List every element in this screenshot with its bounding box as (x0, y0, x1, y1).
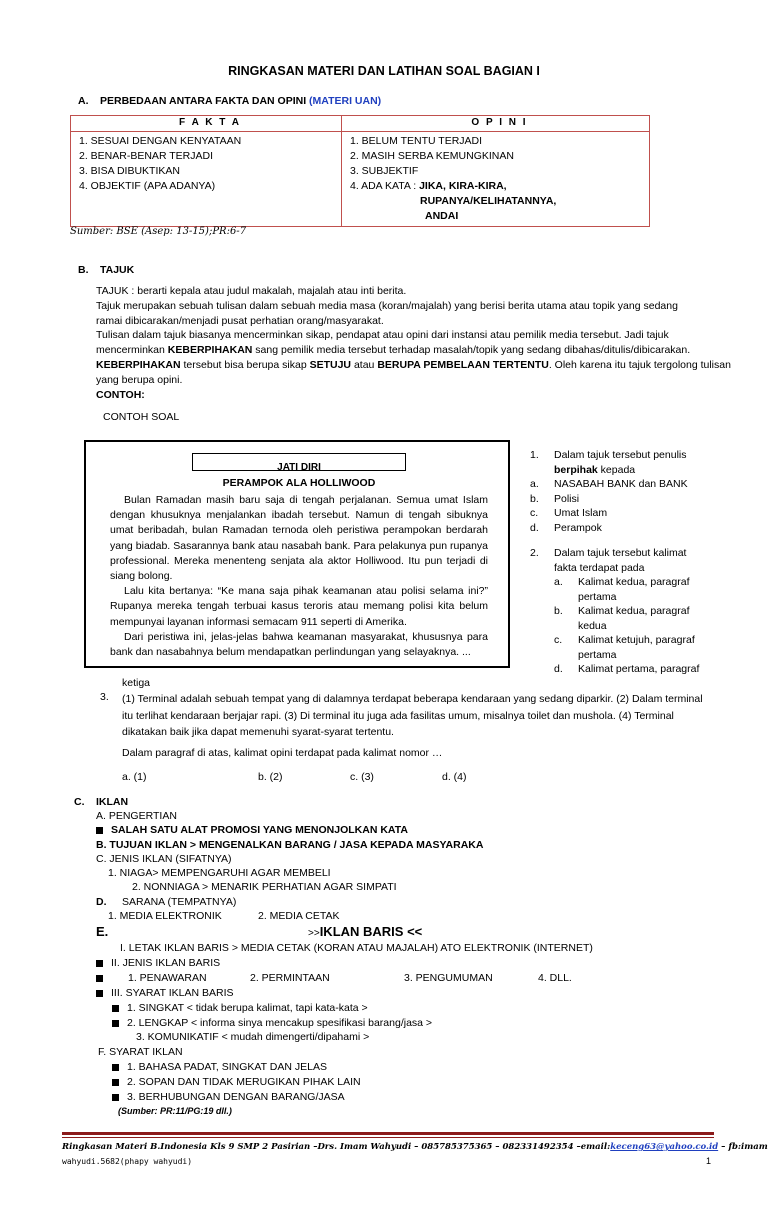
sumber-note: (Sumber: PR:11/PG:19 dll.) (118, 1106, 232, 1116)
text-span: KEBERPIHAKAN (96, 358, 181, 371)
syarat-baris-item (96, 987, 234, 999)
q2-num: 2. (530, 547, 539, 559)
text-span: BERUPA PEMBELAAN TERTENTU (377, 358, 549, 371)
tajuk-line (96, 358, 731, 373)
q3-line: itu terlihat kendaraan berjajar rapi. (3) Di terminal itu juga ada fasilitas umum, misalnya toilet dan mushola. (4) Terminal (122, 709, 674, 722)
option-letter: c. (554, 634, 563, 646)
section-c-letter: C. (74, 796, 85, 808)
section-c-heading: IKLAN (96, 796, 129, 808)
fakta-item: 4. OBJEKTIF (APA ADANYA) (79, 180, 216, 192)
option-letter: d. (530, 521, 539, 534)
section-b-letter: B. (78, 264, 89, 276)
q3-text (122, 691, 703, 741)
pengertian-bullet (96, 824, 408, 836)
text-span: tersebut bisa berupa sikap (180, 358, 310, 371)
article-title: PERAMPOK ALA HOLLIWOOD (222, 477, 376, 489)
jati-diri-box (192, 453, 406, 471)
section-b-heading: TAJUK (100, 264, 135, 276)
option-text: Umat Islam (554, 507, 608, 519)
footer-rule (62, 1132, 714, 1135)
jenis-baris-list (96, 972, 111, 984)
tujuan-label: B. TUJUAN IKLAN > MENGENALKAN BARANG / JASA KEPADA MASYARAKA (96, 839, 484, 851)
q2-option (530, 633, 699, 648)
q2-option (530, 662, 699, 677)
q3-num: 3. (100, 691, 109, 703)
footer-fb: – fb:imam (718, 1142, 768, 1152)
q2-stem: Dalam tajuk tersebut kalimat (554, 547, 687, 559)
q1-option (530, 506, 688, 521)
iklan-baris-title: IKLAN BARIS << (319, 924, 423, 939)
d-letter: D. (96, 896, 107, 908)
opini-item: 3. SUBJEKTIF (350, 165, 419, 177)
question-1 (530, 448, 688, 535)
option-letter: a. (530, 478, 539, 490)
tajuk-line: TAJUK : berarti kepala atau judul makalah, majalah atau inti berita. (96, 285, 407, 297)
syarat-item (112, 1017, 432, 1029)
syarat-item: 3. KOMUNIKATIF < mudah dimengerti/dipahami > (136, 1031, 370, 1043)
q3-option: b. (2) (258, 771, 283, 783)
syarat-iklan-item (112, 1061, 327, 1073)
bullet-text: 2. LENGKAP < informa sinya mencakup spesifikasi barang/jasa > (127, 1017, 433, 1029)
footer-credit: Ringkasan Materi B.Indonesia Kls 9 SMP 2 Pasirian –Drs. Imam Wahyudi – 085785375365 – 082331492354 –email: (62, 1142, 611, 1152)
syarat-iklan-item (112, 1091, 345, 1103)
tajuk-line: Tulisan dalam tajuk biasanya mencerminkan sikap, pendapat atau opini dari instansi atau pemilik media tersebut. Jadi tajuk (96, 329, 669, 342)
article-body (110, 493, 488, 660)
email-link[interactable]: keceng63@yahoo.co.id (610, 1142, 719, 1152)
opini-word: ANDAI (425, 210, 459, 222)
option-letter: a. (554, 576, 563, 588)
q1-stem-bold: berpihak (554, 463, 598, 476)
q3-prompt: Dalam paragraf di atas, kalimat opini terdapat pada kalimat nomor … (122, 747, 443, 759)
option-text: Perampok (554, 521, 602, 534)
fakta-item: 1. SESUAI DENGAN KENYATAAN (79, 135, 242, 147)
contoh-soal-label: CONTOH SOAL (103, 411, 180, 423)
iklan-baris-heading (308, 924, 422, 939)
text-span: . Oleh karena itu tajuk tergolong tulisan (548, 358, 731, 371)
jati-diri-label: JATI DIRI (277, 462, 321, 470)
page-number: 1 (706, 1156, 712, 1166)
section-a-letter: A. (78, 95, 89, 107)
fakta-cell (71, 132, 342, 227)
tajuk-line (96, 343, 731, 358)
square-bullet-icon (112, 1064, 119, 1071)
q2-option (530, 575, 699, 590)
square-bullet-icon (96, 975, 103, 982)
sarana-label: SARANA (TEMPATNYA) (122, 896, 237, 908)
tajuk-line: yang berupa opini. (96, 373, 183, 386)
pengertian-label: A. PENGERTIAN (96, 810, 177, 822)
article-paragraph: Lalu kita bertanya: “Ke mana saja pihak keamanan atau polisi selama ini?” Rupanya mereka tengah terbuai kasus teroris atau memang polisi kita belum mempunyai layanan informasi semacam 911 seperti di Amerika. (110, 585, 488, 628)
question-2 (530, 546, 699, 677)
media-item: 1. MEDIA ELEKTRONIK (108, 910, 222, 922)
opini-header: O P I N I (342, 116, 650, 132)
nonniaga-item: 2. NONNIAGA > MENARIK PERHATIAN AGAR SIMPATI (132, 881, 397, 893)
syarat-iklan-item (112, 1076, 361, 1088)
q2-stem2: fakta terdapat pada (554, 561, 645, 574)
footer-text (62, 1142, 768, 1152)
opini-word: RUPANYA/KELIHATANNYA, (420, 195, 557, 207)
fakta-header: F A K T A (71, 116, 342, 132)
bullet-text: II. JENIS IKLAN BARIS (111, 957, 221, 969)
q1-stem-end: kepada (597, 463, 636, 476)
tajuk-line: Tajuk merupakan sebuah tulisan dalam sebuah media masa (koran/majalah) yang berisi berita utama atau topik yang sedang (96, 299, 678, 312)
page-title: RINGKASAN MATERI DAN LATIHAN SOAL BAGIAN I (228, 64, 540, 78)
q1-stem: Dalam tajuk tersebut penulis (554, 449, 687, 461)
text-span: SETUJU (309, 358, 352, 371)
text-span: atau (351, 358, 378, 371)
opini-cell (342, 132, 650, 227)
text-span: KEBERPIHAKAN (167, 344, 253, 357)
article-paragraph: Dari peristiwa ini, jelas-jelas bahwa keamanan masyarakat, khususnya para bank dan nasabahnya belum mendapatkan perlindungan yang selayaknya. ... (110, 630, 488, 659)
media-item: 2. MEDIA CETAK (258, 910, 340, 922)
opini-item: 2. MASIH SERBA KEMUNGKINAN (350, 150, 514, 162)
jenis-baris-item (96, 957, 220, 969)
square-bullet-icon (112, 1094, 119, 1101)
q3-line: (1) Terminal adalah sebuah tempat yang di dalamnya terdapat beberapa kendaraan yang sedang diparkir. (2) Dalam terminal (122, 693, 703, 705)
q1-option (530, 521, 688, 536)
q3-option: c. (3) (350, 771, 374, 783)
footer-line-2: wahyudi.5682(phapy wahyudi) (62, 1157, 193, 1166)
q1-num: 1. (530, 449, 539, 461)
text-span: mencerminkan (96, 344, 168, 357)
fakta-opini-table (70, 115, 650, 227)
letak-item: I. LETAK IKLAN BARIS > MEDIA CETAK (KORAN ATAU MAJALAH) ATO ELEKTRONIK (INTERNET) (120, 942, 593, 954)
option-text: Kalimat ketujuh, paragraf (578, 634, 695, 646)
tajuk-paragraph (96, 284, 731, 402)
bullet-text: 2. SOPAN DAN TIDAK MERUGIKAN PIHAK LAIN (127, 1076, 361, 1088)
opini-word: JIKA, KIRA-KIRA, (419, 180, 507, 192)
arrow-prefix: >> (308, 928, 320, 939)
option-text-cont: pertama (578, 590, 617, 603)
source-note: Sumber: BSE (Asep: 13-15);PR:6-7 (70, 226, 247, 237)
section-a-title: PERBEDAAN ANTARA FAKTA DAN OPINI (100, 95, 307, 107)
option-text: Polisi (554, 492, 580, 505)
footer-rule-thin (62, 1137, 714, 1138)
e-letter: E. (96, 924, 109, 939)
niaga-item: 1. NIAGA> MEMPENGARUHI AGAR MEMBELI (108, 867, 331, 879)
jenis-label: C. JENIS IKLAN (SIFATNYA) (96, 853, 232, 865)
option-letter: c. (530, 507, 539, 519)
opini-item-4 (350, 179, 649, 194)
fakta-item: 2. BENAR-BENAR TERJADI (79, 150, 214, 162)
jenis-baris-option: 3. PENGUMUMAN (404, 972, 493, 984)
option-text-cont: pertama (578, 648, 617, 661)
q1-option (530, 477, 688, 492)
bullet-text: 1. SINGKAT < tidak berupa kalimat, tapi kata-kata > (127, 1002, 368, 1014)
q3-line: dikatakan baik jika dapat memenuhi syarat-syarat tertentu. (122, 726, 394, 738)
square-bullet-icon (112, 1020, 119, 1027)
bullet-text: III. SYARAT IKLAN BARIS (111, 987, 234, 999)
opini-item-4-prefix: 4. ADA KATA : (350, 180, 420, 192)
option-letter: b. (554, 605, 563, 617)
option-text: Kalimat kedua, paragraf (578, 576, 690, 588)
option-text: Kalimat pertama, paragraf (578, 663, 700, 675)
jenis-baris-option: 2. PERMINTAAN (250, 972, 330, 984)
option-letter: d. (554, 663, 563, 675)
square-bullet-icon (112, 1005, 119, 1012)
syarat-iklan-label: F. SYARAT IKLAN (98, 1046, 183, 1058)
section-a-heading (100, 95, 381, 107)
square-bullet-icon (96, 960, 103, 967)
option-text: NASABAH BANK dan BANK (554, 478, 688, 490)
section-a-tag: (MATERI UAN) (309, 95, 382, 107)
option-text: Kalimat kedua, paragraf (578, 605, 690, 617)
option-letter: b. (530, 492, 539, 505)
contoh-label: CONTOH: (96, 388, 145, 401)
bullet-text: 3. BERHUBUNGAN DENGAN BARANG/JASA (127, 1091, 345, 1103)
jenis-baris-option: 1. PENAWARAN (128, 972, 207, 984)
syarat-item (112, 1002, 368, 1014)
q3-option: a. (1) (122, 771, 147, 783)
square-bullet-icon (96, 990, 103, 997)
bullet-text: 1. BAHASA PADAT, SINGKAT DAN JELAS (127, 1061, 327, 1073)
jenis-baris-option: 4. DLL. (538, 972, 572, 984)
bullet-text: SALAH SATU ALAT PROMOSI YANG MENONJOLKAN KATA (111, 824, 408, 836)
fakta-item: 3. BISA DIBUKTIKAN (79, 165, 180, 177)
opini-item: 1. BELUM TENTU TERJADI (350, 135, 483, 147)
option-text-cont: kedua (578, 619, 607, 632)
q2-option-d-cont: ketiga (122, 677, 151, 689)
tajuk-line: ramai dibicarakan/menjadi pusat perhatian orang/masyarakat. (96, 314, 384, 327)
text-span: sang pemilik media tersebut terhadap masalah/topik yang sedang dibahas/ditulis/dibicarakan. (252, 344, 691, 357)
q2-option (530, 604, 699, 619)
square-bullet-icon (96, 827, 103, 834)
article-paragraph: Bulan Ramadan masih baru saja di tengah perjalanan. Semua umat Islam dengan khusuknya menjalankan ibadah tersebut. Namun di tengah sibuknya umat beribadah, bulan Ramadan ternoda oleh peristiwa perampokan berdarah yang biadab. Sasarannya bank atau nasabah bank. Para pelakunya pun rupanya professional. Mereka menenteng senjata ala aktor Holliwood. Itu pun terjadi di siang bolong. (110, 494, 488, 583)
square-bullet-icon (112, 1079, 119, 1086)
q3-option: d. (4) (442, 771, 467, 783)
q1-option (530, 492, 688, 507)
